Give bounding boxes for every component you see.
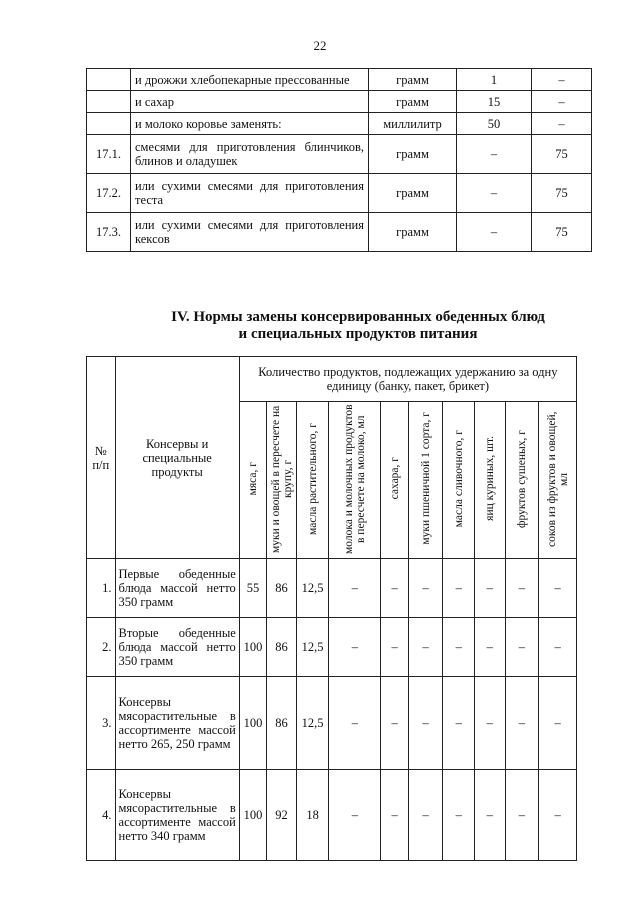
row-number: 17.3. [87,213,131,252]
row-number [87,113,131,135]
value-cell: 100 [239,770,267,861]
row-value-b: 75 [532,213,592,252]
value-cell: 12,5 [296,559,329,618]
column-header-label: соков из фруктов и овощей, мл [545,410,570,547]
table-row [87,677,577,770]
column-header [381,402,409,559]
column-header [443,402,475,559]
product-name: Консервы мясорастительные в ассортименте массой нетто 265, 250 грамм [115,677,239,770]
row-number: 2. [87,618,116,677]
value-cell: – [505,677,539,770]
row-unit: грамм [369,91,457,113]
value-cell: – [505,770,539,861]
column-header-label: фруктов сушеных, г [515,429,528,528]
column-header-label: сахара, г [388,457,401,500]
row-value-b: 75 [532,135,592,174]
section-title-line2: и специальных продуктов питания [238,326,478,342]
page-number: 22 [313,38,327,53]
value-cell: 100 [239,618,267,677]
value-cell: – [381,559,409,618]
value-cell: – [539,559,577,618]
column-header [329,402,381,559]
table-row [87,213,592,252]
row-text: и сахар [131,91,369,113]
product-name: Консервы мясорастительные в ассортименте массой нетто 340 грамм [115,770,239,861]
value-cell: 92 [267,770,297,861]
column-header-label: масла сливочного, г [452,429,465,528]
value-cell: – [408,618,443,677]
table-row [87,174,592,213]
quantity-group-header: Количество продуктов, подлежащих удержанию за одну единицу (банку, пакет, брикет) [239,357,576,402]
value-cell: 12,5 [296,618,329,677]
row-unit: грамм [369,135,457,174]
product-name: Вторые обеденные блюда массой нетто 350 грамм [115,618,239,677]
value-cell: – [408,770,443,861]
row-value-a: 15 [457,91,532,113]
row-value-a: 1 [457,69,532,91]
table-row [87,559,577,618]
row-value-a: – [457,135,532,174]
row-value-b: – [532,113,592,135]
row-unit: грамм [369,213,457,252]
row-number: 17.1. [87,135,131,174]
table-row [87,113,592,135]
column-header-label: яиц куриных, шт. [483,436,496,521]
row-unit: миллилитр [369,113,457,135]
row-text: или сухими смесями для приготовления теста [131,174,369,213]
value-cell: – [505,618,539,677]
table-row [87,770,577,861]
value-cell: – [329,618,381,677]
row-number [87,91,131,113]
column-header [267,402,297,559]
row-value-a: – [457,213,532,252]
column-header-label: молока и молочных продуктов в пересчете на молоко, мл [342,403,367,554]
row-value-b: – [532,91,592,113]
value-cell: – [329,677,381,770]
column-header-label: муки пшеничной 1 сорта, г [419,412,432,545]
product-name: Первые обеденные блюда массой нетто 350 грамм [115,559,239,618]
row-number: 4. [87,770,116,861]
value-cell: – [381,677,409,770]
row-number [87,69,131,91]
value-cell: 100 [239,677,267,770]
column-header-label: масла растительного, г [306,422,319,535]
value-cell: – [381,618,409,677]
row-unit: грамм [369,69,457,91]
table-row [87,618,577,677]
column-header [239,402,267,559]
table-row [87,91,592,113]
section-title-line1: IV. Нормы замены консервированных обеденных блюд [171,309,545,325]
value-cell: – [408,677,443,770]
value-cell: – [329,770,381,861]
column-header [296,402,329,559]
column-header [475,402,506,559]
col-number-header: № п/п [87,357,116,559]
value-cell: – [443,618,475,677]
value-cell: 55 [239,559,267,618]
row-value-a: 50 [457,113,532,135]
row-value-b: – [532,69,592,91]
row-text: и молоко коровье заменять: [131,113,369,135]
value-cell: – [505,559,539,618]
value-cell: – [539,618,577,677]
row-unit: грамм [369,174,457,213]
row-text: смесями для приготовления блинчиков, блинов и оладушек [131,135,369,174]
column-header-label: мяса, г [247,461,260,496]
value-cell: – [539,677,577,770]
column-header [505,402,539,559]
value-cell: 12,5 [296,677,329,770]
row-value-a: – [457,174,532,213]
value-cell: – [539,770,577,861]
value-cell: 86 [267,618,297,677]
value-cell: 86 [267,559,297,618]
value-cell: 18 [296,770,329,861]
value-cell: – [475,618,506,677]
col-name-header: Консервы и специальные продукты [115,357,239,559]
value-cell: – [475,770,506,861]
value-cell: – [475,559,506,618]
column-header-label: муки и овощей в пересчете на крупу, г [269,404,294,553]
table-row [87,69,592,91]
row-text: или сухими смесями для приготовления кексов [131,213,369,252]
canned-food-substitution-table [86,356,577,861]
row-number: 1. [87,559,116,618]
value-cell: – [381,770,409,861]
value-cell: – [408,559,443,618]
row-text: и дрожжи хлебопекарные прессованные [131,69,369,91]
row-number: 3. [87,677,116,770]
value-cell: – [443,677,475,770]
column-header [539,402,577,559]
table-row [87,135,592,174]
substitution-table-continued [86,68,592,252]
value-cell: – [475,677,506,770]
value-cell: – [329,559,381,618]
value-cell: – [443,770,475,861]
value-cell: 86 [267,677,297,770]
value-cell: – [443,559,475,618]
column-header [408,402,443,559]
row-value-b: 75 [532,174,592,213]
row-number: 17.2. [87,174,131,213]
